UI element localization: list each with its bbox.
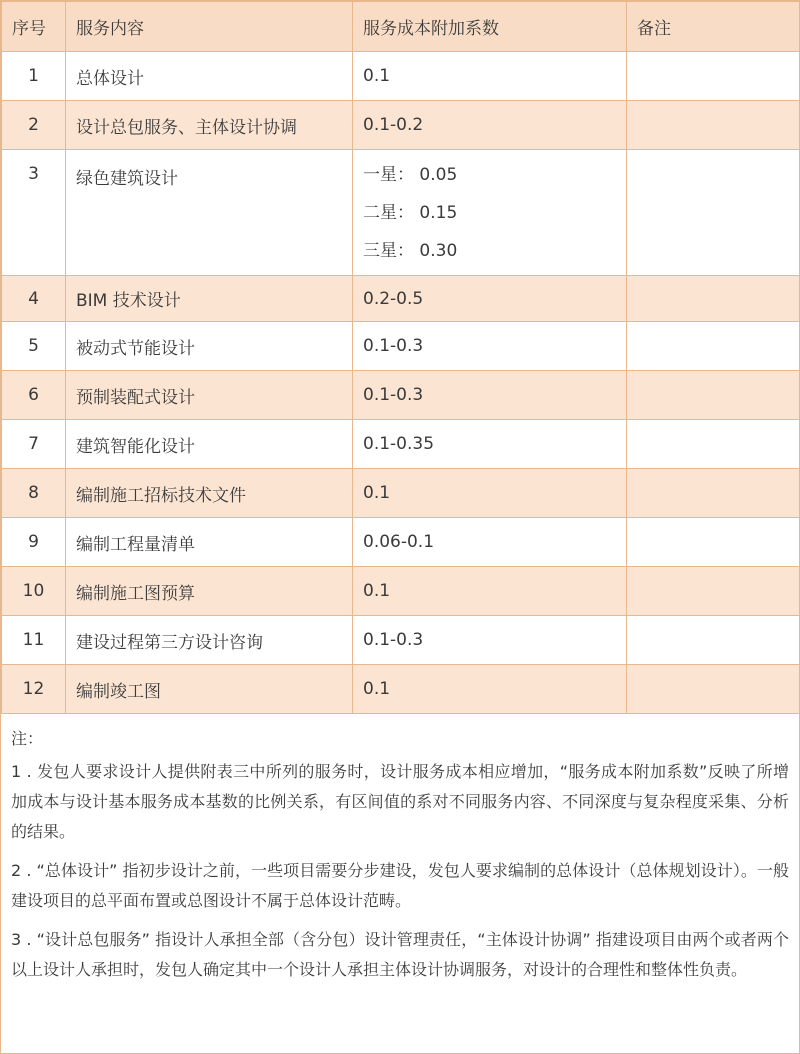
row-note <box>627 371 800 420</box>
table-row <box>2 150 800 276</box>
row-no: 6 <box>2 371 66 420</box>
row-coefficient: 0.1 <box>353 665 627 714</box>
service-coefficient-table <box>1 1 800 714</box>
note-item-1: 1 . 发包人要求设计人提供附表三中所列的服务时，设计服务成本相应增加，“服务成本附加系数”反映了所增加成本与设计基本服务成本基数的比例关系，有区间值的系对不同服务内容、不同深度与复杂程度采集、分析的结果。 <box>11 762 789 841</box>
row-no: 11 <box>2 616 66 665</box>
row-content: 绿色建筑设计 <box>66 150 353 276</box>
table-row <box>2 52 800 101</box>
row-content: 建筑智能化设计 <box>66 420 353 469</box>
row-content: 被动式节能设计 <box>66 322 353 371</box>
row-coefficient: 0.06-0.1 <box>353 518 627 567</box>
row-coefficient: 0.1-0.3 <box>353 616 627 665</box>
notes-section <box>1 714 799 985</box>
row-no: 8 <box>2 469 66 518</box>
row-content: BIM 技术设计 <box>66 276 353 322</box>
coefficient-two-star: 二星： 0.15 <box>363 202 458 223</box>
table-row <box>2 371 800 420</box>
note-item-3: 3 . “设计总包服务” 指设计人承担全部（含分包）设计管理责任，“主体设计协调” 指建设项目由两个或者两个以上设计人承担时，发包人确定其中一个设计人承担主体设计协调服务，对设计的合理性和整体性负责。 <box>11 930 789 979</box>
row-coefficient <box>353 150 627 276</box>
row-note <box>627 150 800 276</box>
table-header-row <box>2 2 800 52</box>
row-coefficient: 0.1-0.3 <box>353 322 627 371</box>
row-coefficient: 0.2-0.5 <box>353 276 627 322</box>
table-row <box>2 567 800 616</box>
row-coefficient: 0.1-0.2 <box>353 101 627 150</box>
table-row <box>2 469 800 518</box>
row-note <box>627 52 800 101</box>
row-coefficient: 0.1 <box>353 469 627 518</box>
row-content: 建设过程第三方设计咨询 <box>66 616 353 665</box>
coefficient-one-star: 一星： 0.05 <box>363 164 458 185</box>
row-content: 编制竣工图 <box>66 665 353 714</box>
coefficient-three-star: 三星： 0.30 <box>363 240 458 261</box>
row-note <box>627 665 800 714</box>
notes-title: 注： <box>11 729 44 748</box>
header-content: 服务内容 <box>66 2 353 52</box>
row-note <box>627 322 800 371</box>
table-row <box>2 101 800 150</box>
header-coefficient: 服务成本附加系数 <box>353 2 627 52</box>
row-coefficient: 0.1-0.35 <box>353 420 627 469</box>
table-row <box>2 518 800 567</box>
row-no: 4 <box>2 276 66 322</box>
table-row <box>2 322 800 371</box>
row-note <box>627 469 800 518</box>
row-note <box>627 616 800 665</box>
row-coefficient: 0.1 <box>353 567 627 616</box>
row-content: 总体设计 <box>66 52 353 101</box>
row-content: 设计总包服务、主体设计协调 <box>66 101 353 150</box>
row-coefficient: 0.1 <box>353 52 627 101</box>
table-row <box>2 420 800 469</box>
row-note <box>627 101 800 150</box>
row-note <box>627 567 800 616</box>
row-no: 12 <box>2 665 66 714</box>
row-coefficient: 0.1-0.3 <box>353 371 627 420</box>
row-note <box>627 276 800 322</box>
row-content: 编制施工图预算 <box>66 567 353 616</box>
row-no: 7 <box>2 420 66 469</box>
table-row <box>2 665 800 714</box>
row-no: 3 <box>2 150 66 276</box>
row-no: 10 <box>2 567 66 616</box>
row-no: 2 <box>2 101 66 150</box>
note-item-2: 2 . “总体设计” 指初步设计之前，一些项目需要分步建设，发包人要求编制的总体设计（总体规划设计）。一般建设项目的总平面布置或总图设计不属于总体设计范畴。 <box>11 861 789 910</box>
row-note <box>627 420 800 469</box>
header-note: 备注 <box>627 2 800 52</box>
row-content: 编制施工招标技术文件 <box>66 469 353 518</box>
row-content: 预制装配式设计 <box>66 371 353 420</box>
row-no: 9 <box>2 518 66 567</box>
table-row <box>2 616 800 665</box>
header-no: 序号 <box>2 2 66 52</box>
row-content: 编制工程量清单 <box>66 518 353 567</box>
row-note <box>627 518 800 567</box>
table-row <box>2 276 800 322</box>
row-no: 1 <box>2 52 66 101</box>
row-no: 5 <box>2 322 66 371</box>
